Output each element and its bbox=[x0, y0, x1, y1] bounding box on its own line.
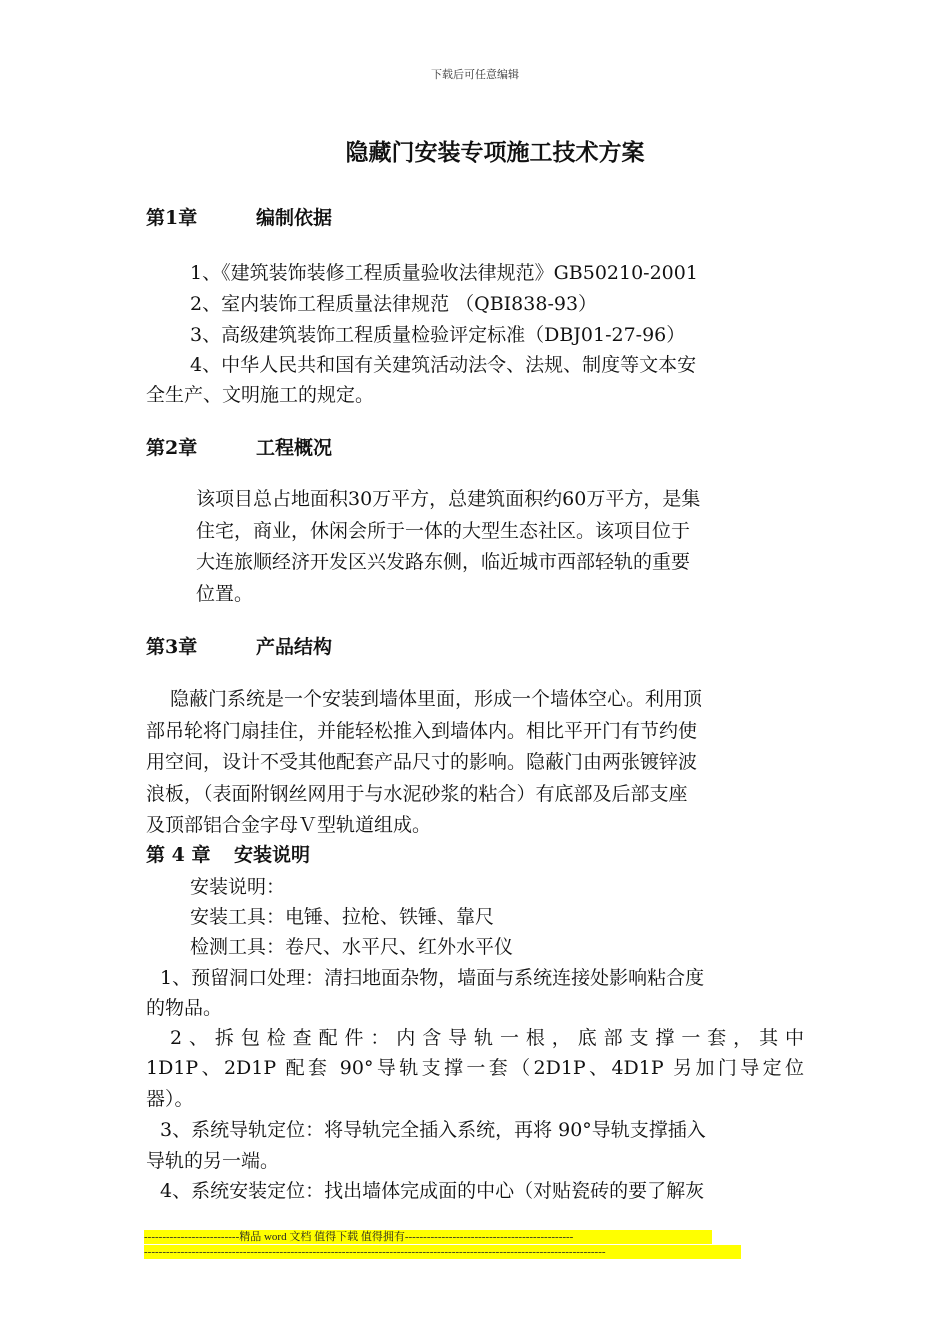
header-note: 下载后可任意编辑 bbox=[431, 68, 519, 81]
ch4-step-2-line-3: 器）。 bbox=[146, 1088, 194, 1110]
ch2-line-1: 该项目总占地面积30万平方，总建筑面积约60万平方，是集 bbox=[196, 488, 701, 510]
ch1-item-4-line-1: 4、中华人民共和国有关建筑活动法令、法规、制度等文本安 bbox=[190, 354, 697, 376]
ch3-line-5: 及顶部铝合金字母Ｖ型轨道组成。 bbox=[146, 814, 432, 836]
ch2-line-2: 住宅，商业，休闲会所于一体的大型生态社区。该项目位于 bbox=[196, 520, 691, 542]
chapter-4-heading bbox=[146, 840, 310, 867]
ch4-step-1-line-2: 的物品。 bbox=[146, 997, 223, 1019]
chapter-title: 工程概况 bbox=[256, 437, 333, 459]
ch4-step-3-line-2: 导轨的另一端。 bbox=[146, 1150, 280, 1172]
document-title: 隐藏门安装专项施工技术方案 bbox=[345, 139, 645, 166]
ch2-line-4: 位置。 bbox=[196, 583, 254, 605]
ch4-inspect-tools: 检测工具：卷尺、水平尺、红外水平仪 bbox=[190, 936, 514, 958]
ch4-step-1-line-1: 1、预留洞口处理：清扫地面杂物，墙面与系统连接处影响粘合度 bbox=[160, 967, 705, 989]
chapter-number: 第 4 章 bbox=[146, 844, 211, 866]
chapter-number: 第2章 bbox=[146, 437, 198, 459]
chapter-title: 编制依据 bbox=[256, 207, 333, 229]
ch3-line-2: 部吊轮将门扇挂住，并能轻松推入到墙体内。相比平开门有节约使 bbox=[146, 720, 698, 742]
footer-banner: --------------------------精品 word 文档 值得下载 值得拥有---------------------------------------------- bbox=[144, 1230, 712, 1244]
ch3-line-1: 隐蔽门系统是一个安装到墙体里面，形成一个墙体空心。利用顶 bbox=[170, 688, 703, 710]
footer-dashes: ------------------------------------------------------------------------------------------------------------------------------ bbox=[144, 1245, 741, 1259]
ch4-step-2-line-2: 1D1P、2D1P 配套 90°导轨支撑一套（2D1P、4D1P 另加门导定位 bbox=[146, 1057, 804, 1079]
chapter-2-heading bbox=[146, 433, 332, 460]
ch4-install-notes: 安装说明： bbox=[190, 876, 286, 898]
ch1-item-3: 3、高级建筑装饰工程质量检验评定标准（DBJ01-27-96） bbox=[190, 324, 686, 346]
ch1-item-1: 1、《建筑装饰装修工程质量验收法律规范》GB50210-2001 bbox=[190, 262, 698, 284]
chapter-title: 安装说明 bbox=[234, 844, 311, 866]
chapter-3-heading bbox=[146, 632, 332, 659]
ch4-step-4-line-1: 4、系统安装定位：找出墙体完成面的中心（对贴瓷砖的要了解灰 bbox=[160, 1180, 705, 1202]
chapter-number: 第1章 bbox=[146, 207, 198, 229]
ch2-line-3: 大连旅顺经济开发区兴发路东侧，临近城市西部轻轨的重要 bbox=[196, 551, 691, 573]
ch3-line-3: 用空间，设计不受其他配套产品尺寸的影响。隐蔽门由两张镀锌波 bbox=[146, 751, 698, 773]
chapter-title: 产品结构 bbox=[256, 636, 333, 658]
ch3-line-4: 浪板，（表面附钢丝网用于与水泥砂浆的粘合）有底部及后部支座 bbox=[146, 783, 688, 805]
ch1-item-4-line-2: 全生产、文明施工的规定。 bbox=[146, 384, 375, 406]
ch4-install-tools: 安装工具：电锤、拉枪、铁锤、靠尺 bbox=[190, 906, 495, 928]
ch4-step-3-line-1: 3、系统导轨定位：将导轨完全插入系统，再将 90°导轨支撑插入 bbox=[160, 1119, 706, 1141]
ch4-step-2-line-1: 2、拆包检查配件：内含导轨一根，底部支撑一套，其中 bbox=[170, 1027, 804, 1049]
ch1-item-2: 2、室内装饰工程质量法律规范 （QBI838-93） bbox=[190, 293, 598, 315]
chapter-1-heading bbox=[146, 203, 332, 230]
chapter-number: 第3章 bbox=[146, 636, 198, 658]
